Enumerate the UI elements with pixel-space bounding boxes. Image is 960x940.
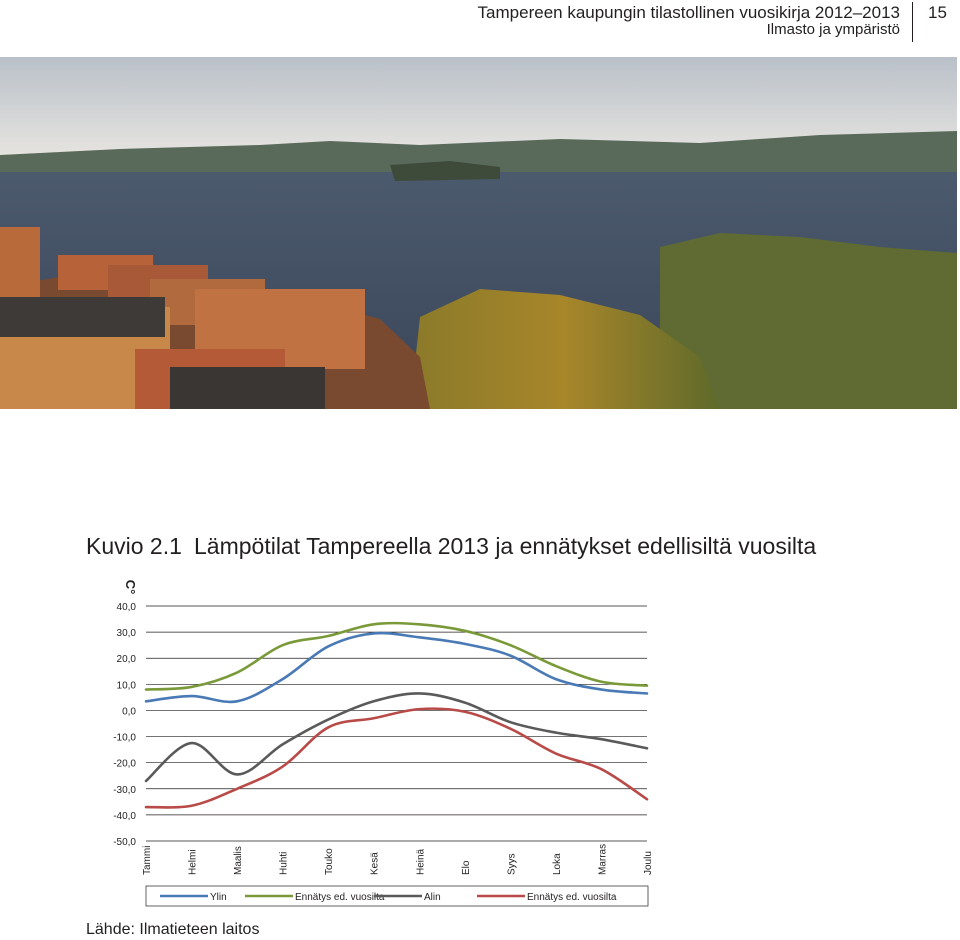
chart-gridlines: [146, 606, 647, 841]
y-tick-label: 20,0: [116, 654, 136, 666]
x-tick-label: Elo: [460, 860, 472, 875]
x-tick-label: Huhti: [278, 851, 290, 875]
figure-title: [86, 533, 816, 560]
x-tick-label: Kesä: [369, 852, 381, 875]
y-tick-label: -50,0: [113, 837, 136, 848]
chart-series-lines: [146, 623, 647, 807]
y-tick-label: 0,0: [122, 706, 136, 718]
temperature-chart: [0, 575, 960, 915]
figure-caption: Lämpötilat Tampereella 2013 ja ennätykset edellisiltä vuosilta: [194, 533, 817, 559]
legend-label: Ylin: [210, 892, 227, 903]
y-tick-label: -10,0: [113, 732, 136, 744]
y-tick-label: 30,0: [116, 628, 136, 640]
header-divider: [912, 2, 913, 42]
x-tick-label: Marras: [597, 843, 609, 875]
y-axis-tick-labels: [113, 602, 136, 848]
x-axis-tick-labels: [142, 844, 654, 875]
y-tick-label: 10,0: [116, 680, 136, 692]
series-line-1: [146, 633, 647, 702]
x-tick-label: Heinä: [415, 848, 427, 875]
series-line-3: [146, 693, 647, 780]
y-tick-label: -20,0: [113, 758, 136, 770]
x-tick-label: Tammi: [142, 845, 153, 875]
x-tick-label: Maalis: [233, 846, 245, 875]
legend-label: Alin: [424, 892, 441, 903]
x-tick-label: Loka: [551, 853, 563, 875]
temperature-line-chart: [0, 575, 960, 915]
chart-legend: [146, 886, 648, 906]
source-note: Lähde: Ilmatieteen laitos: [86, 921, 260, 938]
lake-landscape-photo: [0, 57, 957, 409]
series-line-4: [146, 709, 647, 808]
lake-landscape-illustration: [0, 57, 957, 409]
page-number: 15: [928, 3, 947, 22]
legend-label: Ennätys ed. vuosilta: [295, 892, 385, 903]
figure-number: Kuvio 2.1: [86, 533, 182, 559]
header-subtitle: Ilmasto ja ympäristö: [766, 21, 900, 38]
x-tick-label: Joulu: [643, 851, 654, 875]
y-tick-label: 40,0: [116, 602, 136, 613]
y-tick-label: -40,0: [113, 810, 136, 822]
x-tick-label: Syys: [506, 853, 518, 875]
page-header: [0, 0, 960, 46]
x-tick-label: Touko: [324, 848, 336, 875]
legend-label: Ennätys ed. vuosilta: [527, 892, 617, 903]
x-tick-label: Helmi: [187, 849, 199, 875]
header-title: Tampereen kaupungin tilastollinen vuosikirja 2012–2013: [477, 3, 900, 22]
y-tick-label: -30,0: [113, 784, 136, 796]
y-axis-unit-label: C°: [123, 579, 138, 595]
